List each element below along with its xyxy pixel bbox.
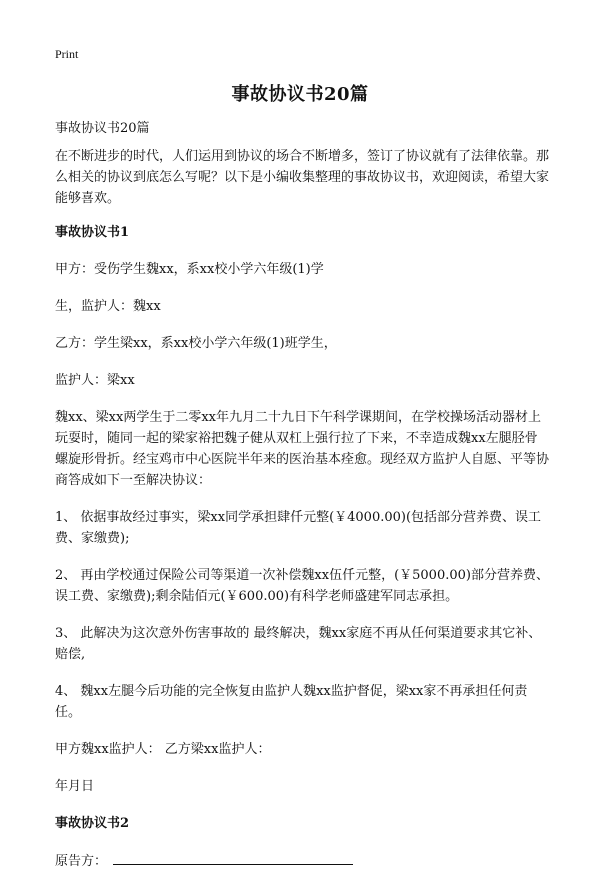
date-line: 年月日: [55, 779, 95, 794]
party-a-line-2: 生，监护人：魏xx: [55, 299, 161, 314]
clause-3: 3、 此解决为这次意外伤害事故的 最终解决，魏xx家庭不再从任何渠道要求其它补、赔偿,: [55, 626, 542, 662]
intro-paragraph: 在不断进步的时代，人们运用到协议的场合不断增多，签订了协议就有了法律依靠。那么相关的协议到底怎么写呢？以下是小编收集整理的事故协议书，欢迎阅读，希望大家能够喜欢。: [55, 149, 550, 206]
clause-1: 1、 依据事故经过事实，梁xx同学承担肆仟元整(￥4000.00)(包括部分营养费、误工费、家缴费);: [55, 510, 542, 546]
party-b-line-2: 监护人：梁xx: [55, 373, 135, 388]
party-a-line-1: 甲方：受伤学生魏xx，系xx校小学六年级(1)学: [55, 262, 324, 277]
signature-line: 甲方魏xx监护人： 乙方梁xx监护人：: [55, 742, 271, 757]
clause-4: 4、 魏xx左腿今后功能的完全恢复由监护人魏xx监护督促，梁xx家不再承担任何责任。: [55, 684, 528, 720]
clause-2: 2、 再由学校通过保险公司等渠道一次补偿魏xx伍仟元整，(￥5000.00)部分营养费、误工费、家缴费);剩余陆佰元(￥600.00)有科学老师盛建军同志承担。: [55, 568, 549, 604]
section-heading-1: 事故协议书1: [55, 225, 130, 240]
document-body: [55, 118, 550, 872]
plaintiff-label: 原告方：: [55, 854, 108, 869]
plaintiff-fill-line: [113, 850, 353, 865]
plaintiff-row: [55, 850, 550, 872]
document-title: 事故协议书20篇: [231, 84, 369, 105]
party-b-line-1: 乙方：学生梁xx，系xx校小学六年级(1)班学生，: [55, 336, 337, 351]
document-subtitle: 事故协议书20篇: [55, 121, 150, 136]
print-label[interactable]: Print: [55, 47, 79, 61]
facts-paragraph: 魏xx、梁xx两学生于二零xx年九月二十九日下午科学课期间，在学校操场活动器材上玩耍时，随同一起的梁家裕把魏子健从双杠上强行拉了下来，不幸造成魏xx左腿胫骨螺旋形骨折。经宝鸡市中心医院半年来的医治基本痊愈。现经双方监护人自愿、平等协商答成如下一至解决协议：: [55, 410, 550, 488]
section-heading-2: 事故协议书2: [55, 816, 130, 831]
